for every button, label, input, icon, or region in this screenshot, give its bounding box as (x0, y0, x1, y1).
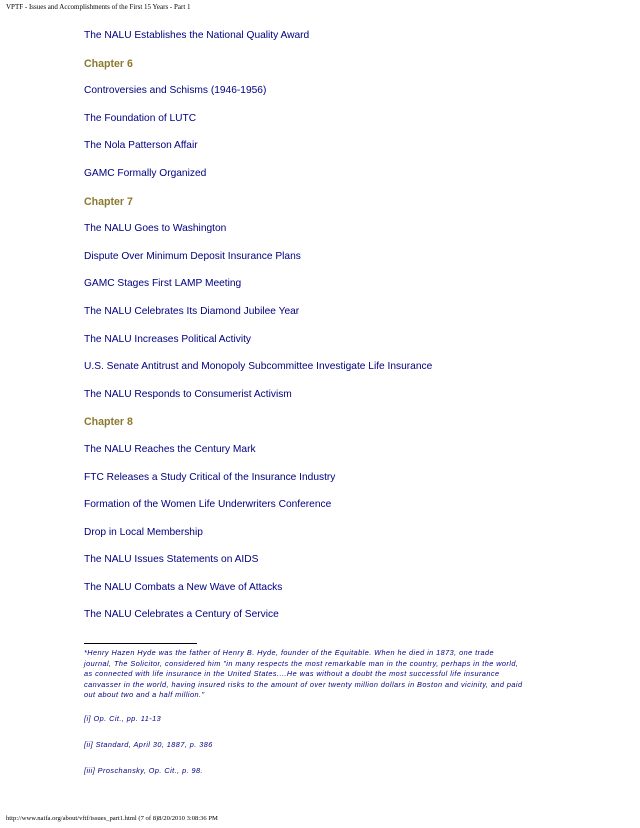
toc-entry (84, 609, 604, 637)
footnote-line: *Henry Hazen Hyde was the father of Henry B. Hyde, founder of the Equitable. When he died in 1873, one trade (84, 648, 495, 657)
toc-link-statements-on-aids[interactable]: The NALU Issues Statements on AIDS (84, 554, 259, 566)
toc-link-gamc-formally-organized[interactable]: GAMC Formally Organized (84, 167, 207, 179)
chapter-heading-6: Chapter 6 (84, 57, 133, 70)
toc-entry (84, 416, 604, 444)
toc-entry (84, 499, 604, 527)
chapter-heading-7: Chapter 7 (84, 195, 133, 208)
toc-entry (84, 140, 604, 168)
toc-entry (84, 444, 604, 472)
toc-link-national-quality-award[interactable]: The NALU Establishes the National Quality Award (84, 30, 310, 41)
toc-entry (84, 527, 604, 555)
toc-link-drop-in-local-membership[interactable]: Drop in Local Membership (84, 526, 203, 538)
reference-item (84, 740, 213, 749)
toc-entry (84, 554, 604, 582)
toc-entry (84, 196, 604, 224)
toc-link-century-of-service[interactable]: The NALU Celebrates a Century of Service (84, 609, 279, 621)
toc-entry (84, 85, 604, 113)
toc-link-senate-antitrust-subcommittee[interactable]: U.S. Senate Antitrust and Monopoly Subcommittee Investigate Life Insurance (84, 361, 433, 373)
reference-text: Op. Cit., pp. 11-13 (93, 714, 162, 723)
toc-entry (84, 278, 604, 306)
toc-entry (84, 113, 604, 141)
reference-item (84, 714, 161, 723)
footnote-text (84, 648, 594, 701)
reference-item (84, 766, 203, 775)
toc-link-nalu-goes-to-washington[interactable]: The NALU Goes to Washington (84, 223, 227, 235)
toc-link-nola-patterson-affair[interactable]: The Nola Patterson Affair (84, 140, 198, 152)
reference-text: Standard, April 30, 1887, p. 386 (95, 740, 213, 749)
toc-entry (84, 223, 604, 251)
footnote-line: as connected with life insurance in the United States....He was without a doubt the most successful life insurance (84, 669, 500, 678)
footnote-line: canvasser in the world, having insured risks to the amount of over twenty million dollars in Boston and vicinity, and paid (84, 679, 523, 689)
page-footer-url: http://www.naifa.org/about/vftf/issues_part1.html (7 of 8)8/20/2010 3:08:36 PM (6, 815, 218, 822)
toc-link-foundation-of-lutc[interactable]: The Foundation of LUTC (84, 112, 197, 124)
toc-link-first-lamp-meeting[interactable]: GAMC Stages First LAMP Meeting (84, 278, 242, 290)
reference-marker-link[interactable]: [iii] (84, 766, 96, 775)
toc-entry (84, 389, 604, 417)
toc-entry (84, 30, 604, 58)
toc-link-political-activity[interactable]: The NALU Increases Political Activity (84, 333, 252, 345)
toc-link-minimum-deposit-dispute[interactable]: Dispute Over Minimum Deposit Insurance Plans (84, 250, 301, 262)
table-of-contents (84, 30, 604, 637)
toc-entry (84, 251, 604, 279)
toc-entry (84, 334, 604, 362)
toc-link-new-wave-of-attacks[interactable]: The NALU Combats a New Wave of Attacks (84, 581, 283, 593)
toc-link-consumerist-activism[interactable]: The NALU Responds to Consumerist Activism (84, 388, 292, 400)
footnote-divider (84, 643, 197, 644)
reference-marker-link[interactable]: [i] (84, 714, 92, 723)
toc-entry (84, 168, 604, 196)
toc-entry (84, 58, 604, 86)
toc-entry (84, 582, 604, 610)
page-header: VPTF - Issues and Accomplishments of the First 15 Years - Part 1 (6, 3, 191, 11)
reference-text: Proschansky, Op. Cit., p. 98. (97, 766, 204, 775)
toc-link-diamond-jubilee-year[interactable]: The NALU Celebrates Its Diamond Jubilee Year (84, 305, 300, 317)
footnote-line: out about two and a half million." (84, 690, 205, 699)
footnote-line: journal, The Solicitor, considered him "in many respects the most remarkable man in the country, perhaps in the world, (84, 658, 519, 668)
toc-entry (84, 306, 604, 334)
toc-link-century-mark[interactable]: The NALU Reaches the Century Mark (84, 443, 256, 455)
toc-link-women-underwriters-conference[interactable]: Formation of the Women Life Underwriters Conference (84, 499, 332, 511)
toc-entry (84, 472, 604, 500)
reference-marker-link[interactable]: [ii] (84, 740, 94, 749)
toc-link-controversies-and-schisms[interactable]: Controversies and Schisms (1946-1956) (84, 85, 267, 97)
toc-link-ftc-study[interactable]: FTC Releases a Study Critical of the Insurance Industry (84, 471, 336, 483)
chapter-heading-8: Chapter 8 (84, 416, 133, 429)
toc-entry (84, 361, 604, 389)
